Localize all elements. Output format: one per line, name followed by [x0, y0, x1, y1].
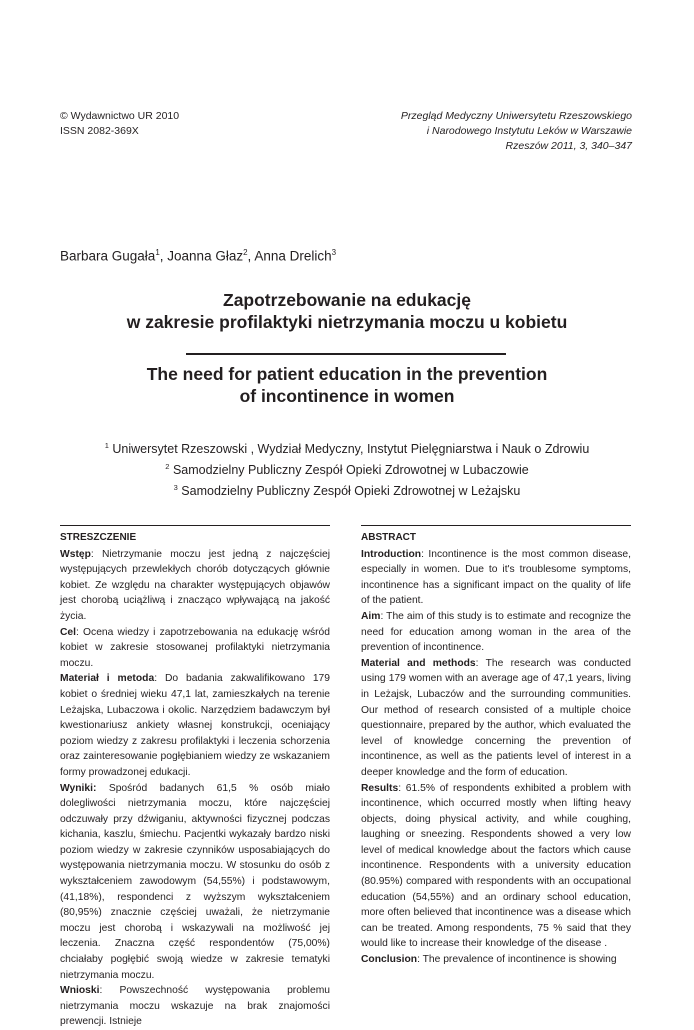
title-english-line-1: The need for patient education in the prevention — [146, 364, 548, 384]
abstract-column — [361, 525, 631, 968]
journal-name-line-2: i Narodowego Instytutu Leków w Warszawie — [426, 125, 632, 137]
section-label: Conclusion — [361, 954, 418, 966]
issn-line: ISSN 2082-369X — [60, 125, 139, 137]
streszczenie-heading: STRESZCZENIE — [60, 532, 137, 543]
column-rule — [60, 525, 330, 526]
section-text: : Incontinence is the most common disease, especially in women. Due to it's troublesome symptoms, incontinence has a significant impact on the quality of life of the patient. — [361, 548, 631, 607]
abstract-paragraph — [361, 781, 631, 953]
section-text: : The aim of this study is to estimate and recognize the need for education among woman in the area of the prevention of incontinence. — [361, 610, 631, 654]
section-text: : Ocena wiedzy i zapotrzebowania na edukację wśród kobiet w zakresie stosowanej profilaktyki nietrzymania moczu. — [60, 626, 330, 669]
section-text: : Powszechność występowania problemu nietrzymania moczu wskazuje na brak znajomości prewencji. Istnieje — [60, 985, 330, 1028]
section-text: : 61.5% of respondents exhibited a problem with incontinence, which occurred mostly when lifting heavy objects, doing physical activity, and while coughing, laughing or sneezing. Respondents showed a very low level of medical knowledge about the factors which cause incontinence. Respondents with a university education (80.95%) compared with respondents with an occupational education (54,55%) and an ordinary school education, more often believed that incontinence was a disease which can be treated. Among respondents, 75 % said that they would like to increase their knowledge of the disease . — [361, 782, 631, 950]
streszczenie-paragraph — [60, 983, 330, 1030]
affiliation-line — [60, 479, 634, 500]
affiliation-text: Samodzielny Publiczny Zespół Opieki Zdrowotnej w Leżajsku — [181, 484, 521, 499]
abstract-heading: ABSTRACT — [361, 532, 416, 543]
section-label: Wyniki: — [60, 782, 97, 794]
section-label: Cel — [60, 626, 77, 638]
affiliation-marker: 3 — [173, 483, 178, 493]
affiliation-line — [60, 437, 634, 458]
author-affiliation-marker: 3 — [331, 248, 337, 257]
author-list: Barbara Gugała$^1$, Joanna Głaz$^2$, Anna Drelich$^3$ — [60, 248, 337, 264]
abstract-paragraph — [361, 656, 631, 781]
affiliation-marker: 1 — [104, 441, 109, 450]
title-polish-line-1: Zapotrzebowanie na edukację — [223, 290, 471, 310]
author-name: Anna Drelich — [254, 248, 332, 264]
section-label: Aim — [361, 610, 381, 622]
section-label: Material and methods — [361, 657, 476, 669]
streszczenie-paragraph — [60, 781, 330, 984]
section-text: : The prevalence of incontinence is showing — [417, 954, 617, 966]
section-label: Introduction — [361, 548, 422, 560]
journal-issue-line: Rzeszów 2011, 3, 340–347 — [505, 140, 632, 152]
section-text: : The research was conducted using 179 women with an average age of 47,1 years, living in Leżajsk, Lubaczów and the surrounding communities. Our method of research consisted of a multiple choice questionnaire, prepared by the author, which evaluated the level of knowledge concerning the prevention of incontinence, as well as the patients level of interest in a deeper knowledge and the form of education. — [361, 657, 631, 778]
title-polish-line-2: w zakresie profilaktyki nietrzymania moczu u kobietu — [126, 312, 568, 332]
journal-name-line-1: Przegląd Medyczny Uniwersytetu Rzeszowskiego — [400, 110, 632, 122]
streszczenie-paragraph — [60, 547, 330, 625]
section-text: : Do badania zakwalifikowano 179 kobiet o średniej wieku 47,1 lat, zamieszkałych na terenie Leżajska, Lubaczowa i okolic. Narzędziem badawczym był kwestionariusz ankiety własnej konstrukcji, oceniający poziom wiedzy z zakresu profilaktyki i leczenia schorzenia oraz zainteresowanie pogłębianiem wiedzy ze wskazaniem formy prowadzonej edukacji. — [60, 673, 330, 778]
title-english-line-2: of incontinence in women — [239, 386, 455, 406]
affiliation-text: Uniwersytet Rzeszowski , Wydział Medyczny, Instytut Pielęgniarstwa i Nauk o Zdrowiu — [112, 442, 590, 457]
author-affiliation-marker: 2 — [243, 248, 248, 257]
title-polish — [60, 289, 634, 333]
streszczenie-paragraph — [60, 671, 330, 780]
section-label: Materiał i metoda — [60, 673, 155, 685]
column-rule — [361, 525, 631, 526]
affiliations — [60, 437, 634, 500]
journal-citation — [401, 109, 632, 154]
section-label: Results — [361, 782, 399, 794]
copyright-line: © Wydawnictwo UR 2010 — [60, 110, 180, 122]
affiliation-text: Samodzielny Publiczny Zespół Opieki Zdrowotnej w Lubaczowie — [172, 463, 529, 478]
affiliation-marker: 2 — [165, 462, 170, 472]
abstract-paragraph — [361, 952, 631, 968]
abstract-paragraph — [361, 547, 631, 609]
title-english — [60, 363, 634, 407]
section-text: Spośród badanych 61,5 % osób miało dolegliwości nietrzymania moczu, które najczęściej odczuwały przy dźwiganiu, aktywności fizycznej podczas kichania, kaszlu, śmiechu. Pacjentki wykazały bardzo niski poziom wiedzy w zakresie czynników usposabiających do występowania nietrzymania moczu. W stosunku do osób z wykształceniem zawodowym (54,55%) i podstawowym, (41,18%), respondenci z wyższym wykształceniem (80,95%) znacznie częściej uważali, że nietrzymanie moczu jest chorobą i wskazywali na możliwość jej leczenia. Znaczna część respondentów (75,00%) chciałaby pogłębić swoją wiedze w zakresie tematyki nietrzymania moczu. — [60, 782, 330, 981]
section-text: : Nietrzymanie moczu jest jedną z najczęściej występujących przewlekłych chorób dotyczących głównie kobiet. Ze względu na charakter występujących objawów jest chorobą uciążliwą i znacząco wpływającą na jakość życia. — [60, 548, 330, 622]
section-label: Wnioski — [60, 985, 100, 997]
journal-publisher-info — [60, 109, 179, 139]
abstract-paragraph — [361, 609, 631, 656]
section-label: Wstęp — [60, 548, 91, 560]
title-divider — [186, 353, 506, 355]
author-name: Joanna Głaz — [167, 248, 244, 264]
author-name: Barbara Gugała — [60, 248, 156, 264]
streszczenie-column — [60, 525, 330, 1030]
streszczenie-paragraph — [60, 625, 330, 672]
author-affiliation-marker: 1 — [155, 248, 160, 257]
affiliation-line — [60, 458, 634, 479]
